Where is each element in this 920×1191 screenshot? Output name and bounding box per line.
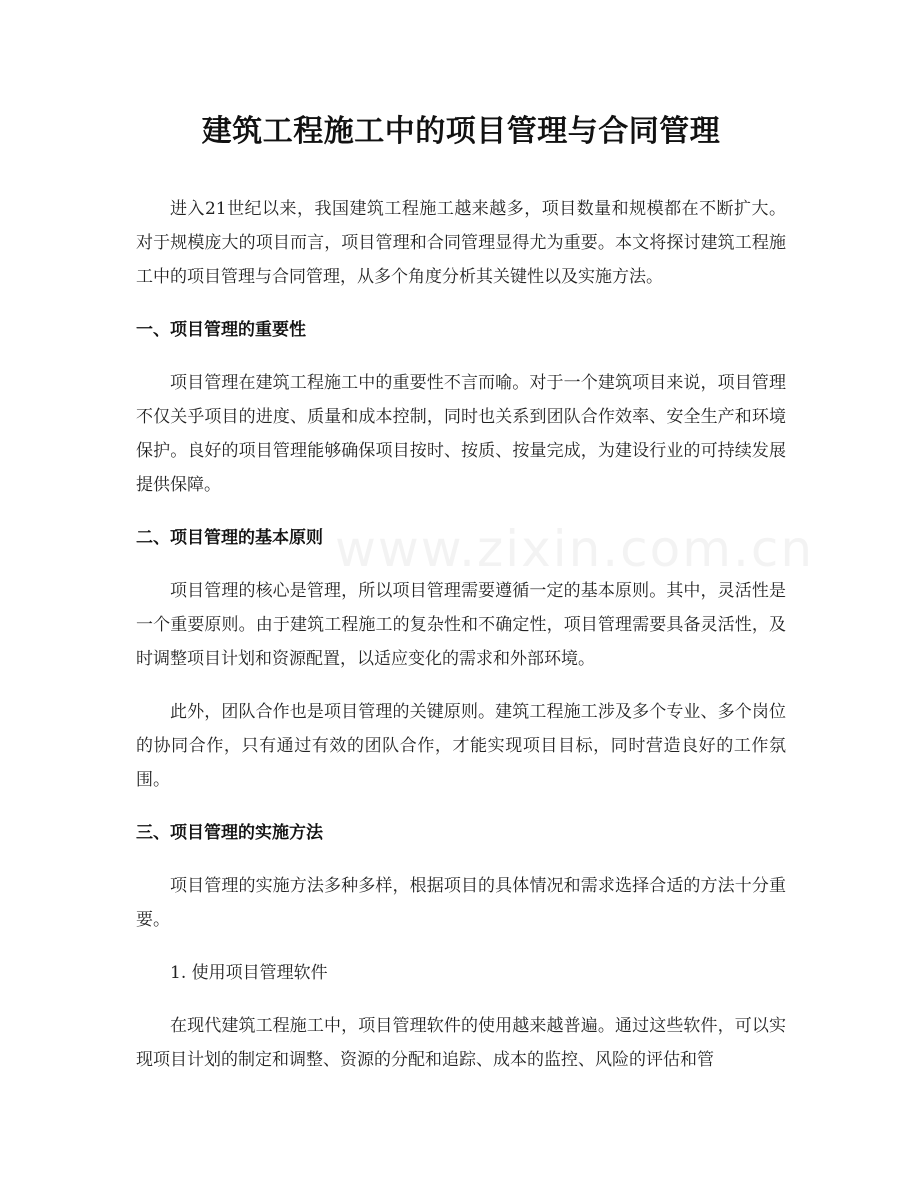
section-3-heading: 三、项目管理的实施方法: [136, 823, 323, 843]
section-1-heading: 一、项目管理的重要性: [136, 320, 306, 340]
intro-paragraph: 进入21世纪以来，我国建筑工程施工越来越多，项目数量和规模都在不断扩大。对于规模庞大的项目而言，项目管理和合同管理显得尤为重要。本文将探讨建筑工程施工中的项目管理与合同管理，从多个角度分析其关键性以及实施方法。: [136, 199, 786, 287]
section-3-item-1: 1. 使用项目管理软件: [170, 963, 328, 983]
section-2-heading: 二、项目管理的基本原则: [136, 528, 323, 548]
section-3-paragraph-1: 项目管理的实施方法多种多样，根据项目的具体情况和需求选择合适的方法十分重要。: [136, 876, 786, 930]
section-2-paragraph-1: 项目管理的核心是管理，所以项目管理需要遵循一定的基本原则。其中，灵活性是一个重要原则。由于建筑工程施工的复杂性和不确定性，项目管理需要具备灵活性，及时调整项目计划和资源配置，以适应变化的需求和外部环境。: [136, 581, 786, 669]
section-1-paragraph-1: 项目管理在建筑工程施工中的重要性不言而喻。对于一个建筑项目来说，项目管理不仅关乎项目的进度、质量和成本控制，同时也关系到团队合作效率、安全生产和环境保护。良好的项目管理能够确保项目按时、按质、按量完成，为建设行业的可持续发展提供保障。: [136, 373, 786, 495]
document-body: [136, 106, 786, 1096]
watermark: www.zixin.com.cn: [335, 520, 815, 578]
document-title: 建筑工程施工中的项目管理与合同管理: [201, 114, 721, 149]
section-2-paragraph-2: 此外，团队合作也是项目管理的关键原则。建筑工程施工涉及多个专业、多个岗位的协同合作，只有通过有效的团队合作，才能实现项目目标，同时营造良好的工作氛围。: [136, 702, 786, 790]
section-3-paragraph-2: 在现代建筑工程施工中，项目管理软件的使用越来越普遍。通过这些软件，可以实现项目计划的制定和调整、资源的分配和追踪、成本的监控、风险的评估和管: [136, 1016, 786, 1070]
